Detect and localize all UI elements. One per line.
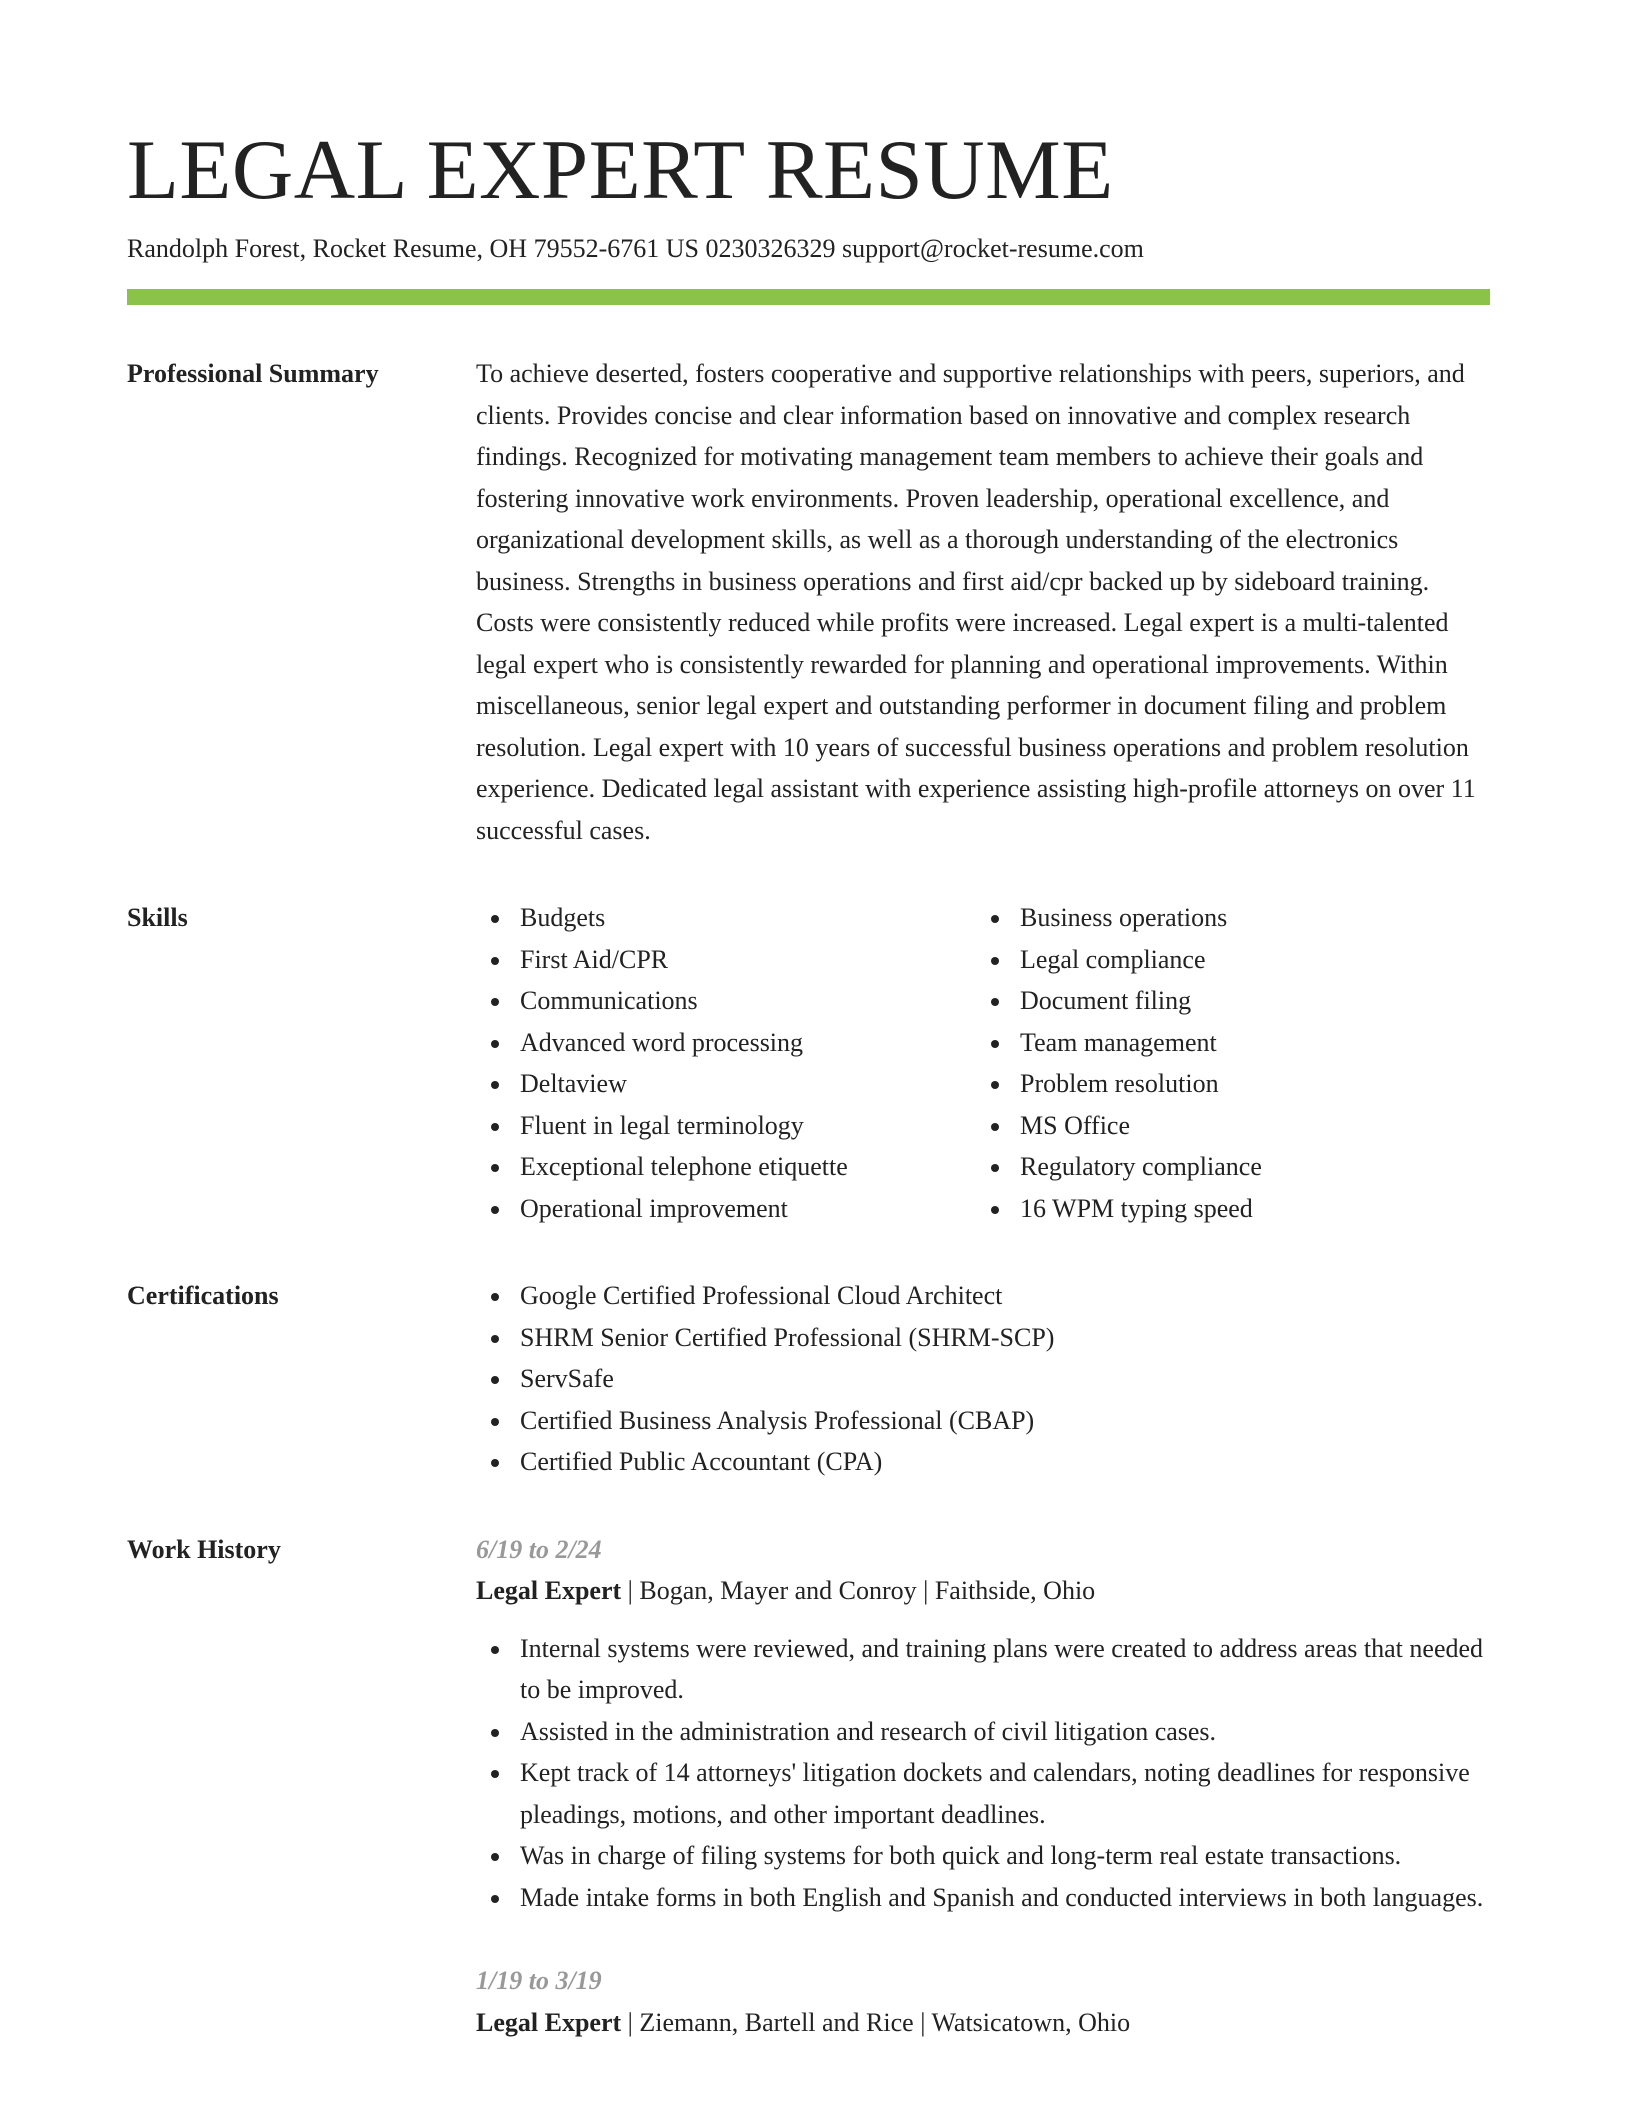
skill-item: Advanced word processing (476, 1022, 976, 1064)
certifications-list (476, 1275, 1490, 1483)
resume-page (127, 115, 1490, 2085)
skill-item: Exceptional telephone etiquette (476, 1146, 976, 1188)
contact-line: Randolph Forest, Rocket Resume, OH 79552-6761 US 0230326329 support@rocket-resume.com (127, 234, 1144, 263)
skill-item: Problem resolution (976, 1063, 1476, 1105)
certification-item: Certified Business Analysis Professional (CBAP) (476, 1400, 1490, 1442)
job-entry (476, 1529, 1490, 1919)
job-employer-location: | Ziemann, Bartell and Rice | Watsicatown, Ohio (621, 2007, 1131, 2037)
skill-item: Budgets (476, 897, 976, 939)
job-dates: 6/19 to 2/24 (476, 1534, 602, 1564)
skills-list-left (476, 897, 976, 1229)
job-employer-location: | Bogan, Mayer and Conroy | Faithside, Ohio (621, 1576, 1096, 1605)
job-entry (476, 1960, 1490, 2043)
skills-label: Skills (127, 903, 188, 932)
certifications-section (127, 1275, 1490, 1483)
skill-item: 16 WPM typing speed (976, 1188, 1476, 1230)
job-duty-item: Assisted in the administration and research of civil litigation cases. (476, 1711, 1490, 1753)
job-heading (476, 2002, 1490, 2044)
certifications-label: Certifications (127, 1281, 279, 1310)
job-duties-list (476, 1628, 1490, 1919)
resume-title: LEGAL EXPERT RESUME (127, 123, 1114, 217)
skill-item: Fluent in legal terminology (476, 1105, 976, 1147)
summary-section (127, 353, 1490, 851)
job-duty-item: Internal systems were reviewed, and training plans were created to address areas that needed to be improved. (476, 1628, 1490, 1711)
job-title: Legal Expert (476, 1576, 622, 1605)
skill-item: Legal compliance (976, 939, 1476, 981)
work-history-label: Work History (127, 1534, 281, 1564)
skill-item: Regulatory compliance (976, 1146, 1476, 1188)
skill-item: Operational improvement (476, 1188, 976, 1230)
accent-divider (127, 289, 1490, 305)
skills-section (127, 897, 1490, 1229)
skill-item: Communications (476, 980, 976, 1022)
skill-item: Team management (976, 1022, 1476, 1064)
skill-item: MS Office (976, 1105, 1476, 1147)
skill-item: Deltaview (476, 1063, 976, 1105)
summary-text: To achieve deserted, fosters cooperative and supportive relationships with peers, superiors, and clients. Provides concise and clear information based on innovative and complex research findings. Recognized for motivating management team members to achieve their goals and fostering innovative work environments. Proven leadership, operational excellence, and organizational development skills, as well as a thorough understanding of the electronics business. Strengths in business operations and first aid/cpr backed up by sideboard training. Costs were consistently reduced while profits were increased. Legal expert is a multi-talented legal expert who is consistently rewarded for planning and operational improvements. Within miscellaneous, senior legal expert and outstanding performer in document filing and problem resolution. Legal expert with 10 years of successful business operations and problem resolution experience. Dedicated legal assistant with experience assisting high-profile attorneys on over 11 successful cases. (476, 359, 1476, 845)
certification-item: Certified Public Accountant (CPA) (476, 1441, 1490, 1483)
summary-label: Professional Summary (127, 359, 379, 388)
skill-item: First Aid/CPR (476, 939, 976, 981)
skill-item: Business operations (976, 897, 1476, 939)
job-duty-item: Kept track of 14 attorneys' litigation dockets and calendars, noting deadlines for responsive pleadings, motions, and other important deadlines. (476, 1752, 1490, 1835)
skills-list-right (976, 897, 1476, 1229)
job-duty-item: Was in charge of filing systems for both quick and long-term real estate transactions. (476, 1835, 1490, 1877)
job-duty-item: Made intake forms in both English and Spanish and conducted interviews in both languages. (476, 1877, 1490, 1919)
skill-item: Document filing (976, 980, 1476, 1022)
certification-item: ServSafe (476, 1358, 1490, 1400)
job-heading (476, 1570, 1490, 1612)
job-title: Legal Expert (476, 2007, 622, 2037)
certification-item: Google Certified Professional Cloud Architect (476, 1275, 1490, 1317)
job-dates: 1/19 to 3/19 (476, 1966, 602, 1995)
certification-item: SHRM Senior Certified Professional (SHRM-SCP) (476, 1317, 1490, 1359)
work-history-section (127, 1529, 1490, 2086)
